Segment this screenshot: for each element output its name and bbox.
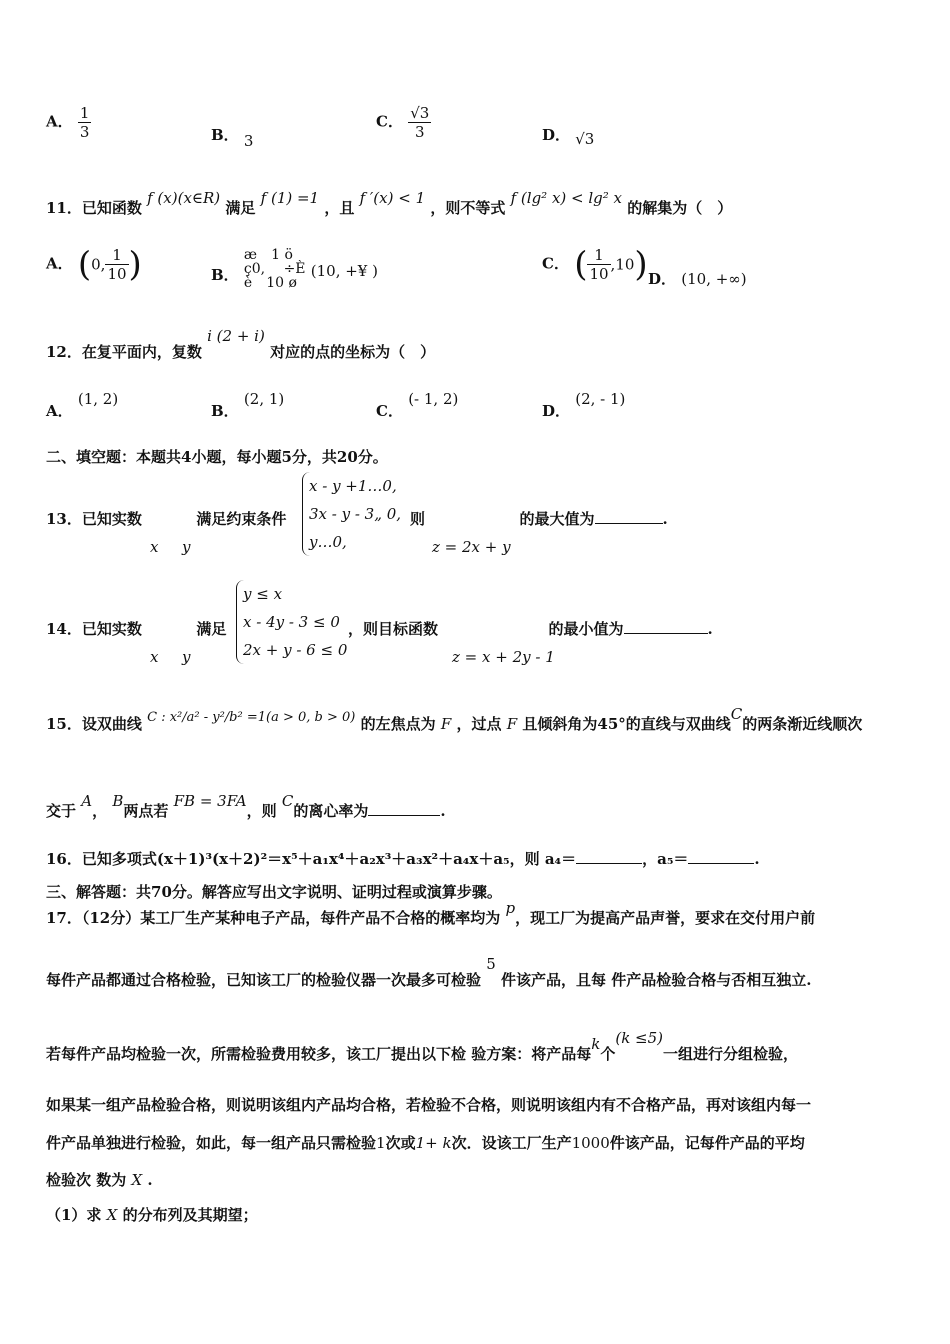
- math-expr: f (x)(x∈R): [147, 189, 221, 207]
- text: 的解集为（ ）: [627, 199, 733, 217]
- text: ，则不等式: [430, 199, 506, 217]
- q11-option-b: [211, 248, 378, 290]
- constraint: y…0,: [309, 533, 347, 551]
- math-var: C: [281, 792, 294, 810]
- denominator: 10: [589, 265, 609, 283]
- text: ，: [92, 802, 108, 820]
- q12-option-c: [376, 388, 459, 420]
- constraint: x - 4y - 3 ≤ 0: [243, 613, 340, 631]
- math-expr: FB = 3FA: [173, 792, 247, 810]
- text: ，现工厂为提高产品声誉，要求在交付用户前: [515, 909, 816, 927]
- math-expr: (10, +¥ ): [310, 262, 378, 280]
- answer-blank[interactable]: [624, 619, 708, 634]
- text: 15．设双曲线: [46, 715, 142, 733]
- garbled-line: ç0, ÷È: [243, 261, 306, 277]
- option-value: (10, +∞): [681, 270, 747, 288]
- garbled-line: æ 1 ö: [243, 247, 293, 263]
- q17-subquestion-1: [46, 1205, 910, 1225]
- answer-blank[interactable]: [688, 849, 754, 864]
- var-y: y: [182, 648, 191, 666]
- text: ，则目标函数: [348, 620, 439, 638]
- q16-stem: [46, 849, 910, 869]
- text: .: [147, 1171, 153, 1189]
- text: 件该产品，记每件产品的平均: [609, 1134, 805, 1152]
- q11-option-d: [648, 268, 747, 289]
- math-expr: f (1) =1: [260, 189, 320, 207]
- option-label: C．: [376, 402, 403, 420]
- constraint: x - y +1…0,: [309, 477, 397, 495]
- right-paren: ): [128, 244, 142, 285]
- q17-line5: [46, 1133, 910, 1153]
- text: 13．已知实数: [46, 510, 142, 528]
- text: 每件产品都通过合格检验，已知该工厂的检验仪器一次最多可检验: [46, 971, 482, 989]
- text: 若每件产品均检验一次，所需检验费用较多，该工厂提出以下检 验方案：将产品每: [46, 1045, 592, 1063]
- q11-option-a: [46, 246, 142, 283]
- var-x: x: [150, 648, 159, 666]
- math-number: 1: [376, 1134, 386, 1152]
- q14-constraint-system: [236, 580, 347, 664]
- text: .: [662, 510, 668, 528]
- text: 交于: [46, 802, 77, 820]
- text: 11．已知函数: [46, 199, 142, 217]
- q11-option-c: [542, 246, 648, 283]
- text: 件产品单独进行检验，如此，每一组产品只需检验: [46, 1134, 377, 1152]
- math-expr: i (2 + i): [207, 327, 265, 345]
- var-x: x: [150, 538, 159, 556]
- option-value: (- 1, 2): [408, 390, 459, 408]
- q17-line3: [46, 1029, 910, 1064]
- numerator: 1: [594, 246, 604, 264]
- option-label: B．: [211, 126, 239, 144]
- text: ，则: [246, 802, 277, 820]
- math-var: B: [112, 792, 124, 810]
- answer-blank[interactable]: [576, 849, 642, 864]
- fraction: [587, 246, 610, 283]
- math-var: p: [505, 899, 516, 917]
- q14-stem-tail: [348, 619, 910, 639]
- text: ，且: [324, 199, 355, 217]
- section-2-heading: 二、填空题：本题共4小题，每小题5分，共20分。: [46, 448, 388, 466]
- right-paren: ): [634, 244, 648, 285]
- math-expr: 0,: [91, 255, 106, 274]
- constraint: 2x + y - 6 ≤ 0: [243, 641, 348, 659]
- garbled-line: è 10 ø: [243, 275, 297, 291]
- text: 17．（12分）某工厂生产某种电子产品，每件产品不合格的概率均为: [46, 909, 501, 927]
- math-var: A: [81, 792, 93, 810]
- numerator: √3: [410, 104, 430, 122]
- answer-blank[interactable]: [368, 801, 440, 816]
- math-var: C: [730, 705, 743, 723]
- numerator: 1: [79, 104, 90, 122]
- denominator: 10: [107, 265, 127, 283]
- text: 的两条渐近线顺次: [742, 715, 863, 733]
- text: 且倾斜角为45°的直线与双曲线: [522, 715, 731, 733]
- left-paren: (: [77, 244, 92, 285]
- q11-stem: [46, 189, 910, 218]
- option-label: A．: [46, 402, 73, 420]
- text: .: [440, 802, 446, 820]
- text: 满足: [196, 620, 227, 638]
- text: 满足: [225, 199, 256, 217]
- q12-stem: [46, 327, 910, 362]
- option-label: D．: [542, 402, 571, 420]
- math-var: F: [440, 715, 452, 733]
- math-var: k: [591, 1035, 601, 1053]
- option-value: (2, 1): [243, 390, 285, 408]
- text: 次或: [385, 1134, 416, 1152]
- text: ，过点: [456, 715, 502, 733]
- q10-option-d: [542, 124, 595, 148]
- text: 对应的点的坐标为（ ）: [270, 343, 436, 361]
- option-label: D．: [542, 126, 571, 144]
- option-label: A．: [46, 112, 73, 131]
- objective-function: z = x + 2y - 1: [452, 648, 555, 666]
- text: 满足约束条件: [196, 510, 287, 528]
- text: 的左焦点为: [360, 715, 436, 733]
- math-var: F: [506, 715, 518, 733]
- option-value: (1, 2): [77, 390, 119, 408]
- answer-blank[interactable]: [595, 509, 663, 524]
- math-var: X: [131, 1171, 143, 1189]
- q10-option-c: [376, 104, 431, 141]
- option-value: (2, - 1): [575, 390, 626, 408]
- q12-option-d: [542, 388, 626, 420]
- left-paren: (: [574, 244, 588, 285]
- fraction: [78, 104, 92, 141]
- text: 一组进行分组检验，: [663, 1045, 799, 1063]
- q17-line6: [46, 1170, 910, 1190]
- text: .: [707, 620, 713, 638]
- math-expr: f (lg² x) < lg² x: [510, 189, 623, 207]
- text: 检验次 数为: [46, 1171, 127, 1189]
- math-expr: 1+ k: [415, 1134, 452, 1152]
- text: 两点若: [123, 802, 169, 820]
- option-label: A．: [46, 254, 73, 273]
- option-label: B．: [211, 402, 239, 420]
- text: 14．已知实数: [46, 620, 142, 638]
- math-var: X: [106, 1206, 118, 1224]
- text: （1）求: [46, 1206, 102, 1224]
- garbled-interval: [244, 248, 306, 290]
- math-expr: f ′(x) < 1: [359, 189, 426, 207]
- q10-option-b: [211, 124, 254, 150]
- q17-line1: [46, 899, 910, 928]
- text: ，a₅＝: [642, 850, 689, 868]
- math-number: 1000: [571, 1134, 610, 1152]
- section-3-heading: 三、解答题：共70分。解答应写出文字说明、证明过程或演算步骤。: [46, 883, 502, 901]
- text: 件该产品，且每 件产品检验合格与否相互独立.: [501, 971, 812, 989]
- math-expr: (k ≤5): [615, 1029, 664, 1047]
- text: 的最大值为: [519, 510, 595, 528]
- q17-line4: 如果某一组产品检验合格，则说明该组内产品均合格，若检验不合格，则说明该组内有不合格产品，再对该组内每一: [46, 1096, 812, 1114]
- q13-stem-tail: [410, 509, 910, 529]
- hyperbola-equation: C : x²/a² - y²/b² =1(a > 0, b > 0): [147, 710, 356, 725]
- option-label: D．: [648, 270, 677, 288]
- text: 个: [600, 1045, 616, 1063]
- q12-option-b: [211, 388, 285, 420]
- denominator: 3: [408, 122, 431, 141]
- q15-stem-line2: [46, 792, 910, 821]
- math-expr: ,10: [610, 255, 635, 274]
- text: 次．设该工厂生产: [451, 1134, 572, 1152]
- constraint: y ≤ x: [243, 585, 283, 603]
- option-label: B．: [211, 266, 239, 284]
- q12-option-a: [46, 388, 119, 420]
- q10-option-a: [46, 104, 91, 141]
- numerator: 1: [112, 246, 122, 264]
- option-value: 3: [243, 132, 254, 150]
- option-label: C．: [376, 112, 403, 131]
- var-y: y: [182, 538, 191, 556]
- text: 则: [410, 510, 426, 528]
- text: 的分布列及其期望；: [122, 1206, 258, 1224]
- text: 的最小值为: [548, 620, 624, 638]
- q13-constraint-system: [302, 472, 401, 556]
- fraction: [408, 104, 431, 141]
- math-number: 5: [486, 955, 496, 973]
- option-label: C．: [542, 254, 569, 273]
- fraction: [105, 246, 128, 283]
- constraint: 3x - y - 3„ 0,: [309, 505, 402, 523]
- q17-line2: [46, 955, 910, 990]
- text: 的离心率为: [293, 802, 369, 820]
- text: 12．在复平面内，复数: [46, 343, 202, 361]
- denominator: 3: [79, 123, 90, 141]
- q15-stem-line1: [46, 705, 910, 736]
- text: 16．已知多项式(x＋1)³(x＋2)²＝x⁵＋a₁x⁴＋a₂x³＋a₃x²＋a₄x＋a₅，则 a₄＝: [46, 850, 577, 868]
- objective-function: z = 2x + y: [432, 538, 511, 556]
- text: .: [754, 850, 760, 868]
- option-value: √3: [575, 130, 595, 148]
